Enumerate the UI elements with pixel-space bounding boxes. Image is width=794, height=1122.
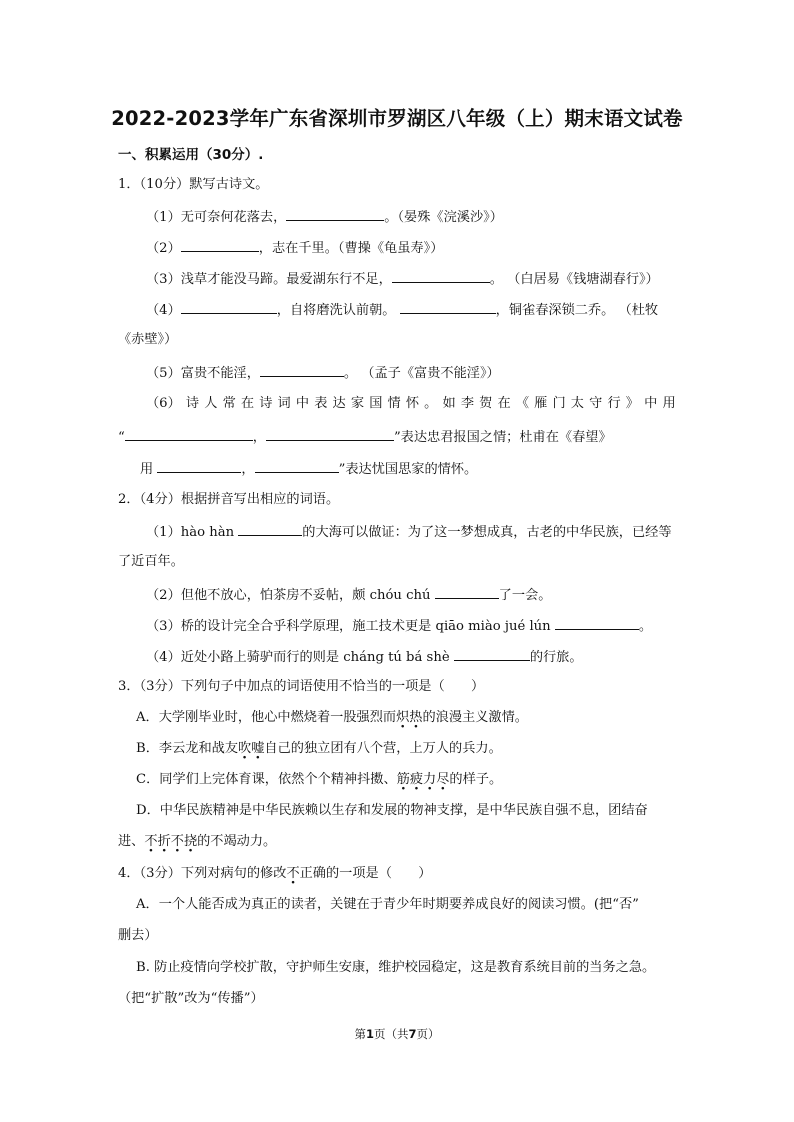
answer-blank[interactable] <box>286 206 384 221</box>
q1-item-6-line3: 用 ， ”表达忧国思家的情怀。 <box>140 458 477 480</box>
emphasis-char: 不 <box>286 866 300 881</box>
q4-option-a[interactable]: A．一个人能否成为真正的读者，关键在于青少年时期要养成良好的阅读习惯。(把“否” <box>136 897 639 912</box>
emphasis-char: 不 <box>170 834 184 849</box>
q2-item-4: （4）近处小路上骑驴而行的则是 cháng tú bá shè 的行旅。 <box>146 646 583 668</box>
q1-item-4-cont: 《赤壁》） <box>118 332 178 347</box>
answer-blank[interactable] <box>125 426 253 441</box>
section-heading: 一、积累运用（30分）. <box>118 147 264 163</box>
q1-stem: 1．（10分）默写古诗文。 <box>118 177 269 192</box>
q1-item-2: （2） ，志在千里。（曹操《龟虽寿》） <box>146 237 443 259</box>
emphasis-char: 炽 <box>396 710 410 725</box>
emphasis-char: 嘘 <box>251 741 265 756</box>
q1-item-5: （5）富贵不能淫， 。 （孟子《富贵不能淫》） <box>146 362 500 384</box>
q4-option-b[interactable]: B. 防止疫情向学校扩散，守护师生安康，维护校园稳定，这是教育系统目前的当务之急。 <box>136 960 656 975</box>
page-total: 7 <box>408 1027 417 1041</box>
emphasis-char: 热 <box>409 710 423 725</box>
page-footer: 第1页（共7页） <box>354 1027 440 1041</box>
q4-option-b-cont: （把“扩散”改为“传播”） <box>118 991 264 1006</box>
emphasis-char: 挠 <box>183 834 198 849</box>
q3-option-b[interactable]: B．李云龙和战友吹嘘自己的独立团有八个营，上万人的兵力。 <box>136 741 502 756</box>
answer-blank[interactable] <box>157 458 241 473</box>
answer-blank[interactable] <box>260 362 344 377</box>
emphasis-char: 力 <box>423 772 437 787</box>
answer-blank[interactable] <box>400 299 496 314</box>
page-number: 1 <box>365 1027 374 1041</box>
q4-stem: 4．（3分）下列对病句的修改不正确的一项是（ ） <box>118 866 432 881</box>
answer-blank[interactable] <box>266 426 394 441</box>
q2-stem: 2．（4分）根据拼音写出相应的词语。 <box>118 492 340 507</box>
q2-item-2: （2）但他不放心，怕茶房不妥帖，颇 chóu chú 了一会。 <box>146 584 551 606</box>
answer-blank[interactable] <box>392 268 490 283</box>
emphasis-char: 吹 <box>238 741 252 756</box>
answer-blank[interactable] <box>454 646 530 661</box>
page-title: 2022-2023学年广东省深圳市罗湖区八年级（上）期末语文试卷 <box>111 107 683 130</box>
q2-item-1: （1）hào hàn 的大海可以做证：为了这一梦想成真，古老的中华民族，已经等 <box>146 521 672 543</box>
q1-item-6-line2: “ ， ”表达忠君报国之情；杜甫在《春望》 <box>118 426 612 448</box>
answer-blank[interactable] <box>555 615 639 630</box>
emphasis-dotted <box>397 772 450 787</box>
q2-item-3: （3）桥的设计完全合乎科学原理，施工技术更是 qiāo miào jué lún 。 <box>146 615 652 637</box>
emphasis-dotted <box>396 710 422 725</box>
emphasis-char: 疲 <box>409 772 424 787</box>
emphasis-dotted <box>238 741 264 756</box>
answer-blank[interactable] <box>181 237 259 252</box>
q3-option-c[interactable]: C．同学们上完体育课，依然个个精神抖擞、筋疲力尽的样子。 <box>136 772 503 787</box>
q2-item-1-cont: 了近百年。 <box>118 554 184 569</box>
q3-option-a[interactable]: A．大学刚毕业时，他心中燃烧着一股强烈而炽热的浪漫主义激情。 <box>136 710 528 725</box>
answer-blank[interactable] <box>255 458 339 473</box>
emphasis-dotted <box>144 834 197 849</box>
q1-item-6-line1: （6） 诗 人 常 在 诗 词 中 表 达 家 国 情 怀 。 如 李 贺 在 《 雁 门 太 守 行 》 中 用 <box>146 396 676 411</box>
emphasis-char: 不 <box>144 834 158 849</box>
emphasis-char: 筋 <box>396 772 410 787</box>
emphasis-char: 尽 <box>436 772 450 787</box>
q1-item-1: （1）无可奈何花落去， 。（晏殊《浣溪沙》） <box>146 206 503 228</box>
answer-blank[interactable] <box>435 584 499 599</box>
q3-option-d-cont: 进、不折不挠的不竭动力。 <box>118 834 277 849</box>
q3-stem: 3．（3分）下列句子中加点的词语使用不恰当的一项是（ ） <box>118 679 485 694</box>
q4-option-a-cont: 删去） <box>118 928 158 943</box>
emphasis-dotted <box>286 866 299 881</box>
q3-option-d[interactable]: D．中华民族精神是中华民族赖以生存和发展的物神支撑，是中华民族自强不息，团结奋 <box>136 803 648 818</box>
answer-blank[interactable] <box>238 521 302 536</box>
answer-blank[interactable] <box>181 299 277 314</box>
q1-item-4: （4） ，自将磨洗认前朝。 ，铜雀春深锁二乔。 （杜牧 <box>146 299 658 321</box>
q1-item-3: （3）浅草才能没马蹄。最爱湖东行不足， 。 （白居易《钱塘湖春行》） <box>146 268 659 290</box>
emphasis-char: 折 <box>157 834 171 849</box>
